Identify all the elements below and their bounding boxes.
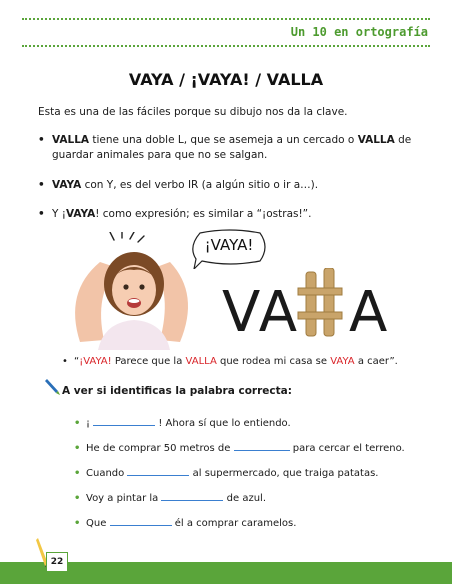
exercise-text: al supermercado, que traiga patatas. [189, 468, 379, 479]
exercise-text: ¡ [86, 418, 94, 429]
bullet-strong: VAYA [65, 208, 96, 220]
bullet-valla [52, 133, 412, 163]
answer-blank[interactable] [93, 425, 155, 426]
bullet-vaya [52, 178, 412, 193]
exercise-text: de azul. [223, 493, 267, 504]
exercise-item [86, 518, 296, 529]
header-title: Un 10 en ortografía [290, 25, 428, 39]
bullet-text: de guardar animales para que no se salgan. [52, 134, 412, 161]
exercise-text: Voy a pintar la [86, 493, 162, 504]
exercise-item [86, 443, 405, 454]
exercise-item [86, 468, 379, 479]
page-number: 22 [46, 552, 68, 572]
header-dotted-line-bottom [22, 45, 430, 47]
bullet-text: tiene una doble L, que se asemeja a un cercado o [89, 134, 358, 146]
intro-text: Esta es una de las fáciles porque su dibujo nos da la clave. [38, 106, 348, 118]
valla-word-right: A [349, 280, 390, 345]
page-title: VAYA / ¡VAYA! / VALLA [128, 70, 324, 89]
bullet-text: ! como expresión; es similar a “¡ostras!”. [95, 208, 312, 220]
answer-blank[interactable] [234, 450, 290, 451]
example-text: que rodea mi casa se [216, 356, 331, 367]
bullet-strong: VALLA [52, 134, 90, 146]
exercise-text: Cuando [86, 468, 128, 479]
exercise-heading: A ver si identificas la palabra correcta: [62, 385, 292, 397]
example-highlight: ¡VAYA! [79, 356, 112, 367]
exercise-text: él a comprar caramelos. [171, 518, 297, 529]
exercise-text: Que [86, 518, 110, 529]
valla-word [222, 280, 389, 345]
example-sentence [74, 356, 434, 367]
exercise-text: He de comprar 50 metros de [86, 443, 234, 454]
speech-bubble-text: ¡VAYA! [204, 236, 254, 254]
bullet-strong: VAYA [52, 179, 82, 191]
bullet-text: Y ¡ [52, 208, 66, 220]
answer-blank[interactable] [127, 475, 189, 476]
example-highlight: VALLA [185, 356, 217, 367]
valla-word-left: VA [222, 280, 300, 345]
exercise-item [86, 418, 291, 429]
example-text: a caer”. [354, 356, 398, 367]
exercise-text: para cercar el terreno. [289, 443, 405, 454]
example-text: “ [74, 356, 80, 367]
bullet-text: con Y, es del verbo IR (a algún sitio o ir a…). [81, 179, 319, 191]
header-dotted-line-top [22, 18, 430, 20]
example-highlight: VAYA [330, 356, 355, 367]
answer-blank[interactable] [110, 525, 172, 526]
bullet-exclamation [52, 207, 412, 222]
exercise-item [86, 493, 266, 504]
exercise-text: ! Ahora sí que lo entiendo. [155, 418, 291, 429]
bullet-strong: VALLA [357, 134, 395, 146]
pencil-icon [44, 377, 60, 395]
example-text: Parece que la [111, 356, 186, 367]
answer-blank[interactable] [161, 500, 223, 501]
surprise-lines-icon [110, 232, 144, 242]
